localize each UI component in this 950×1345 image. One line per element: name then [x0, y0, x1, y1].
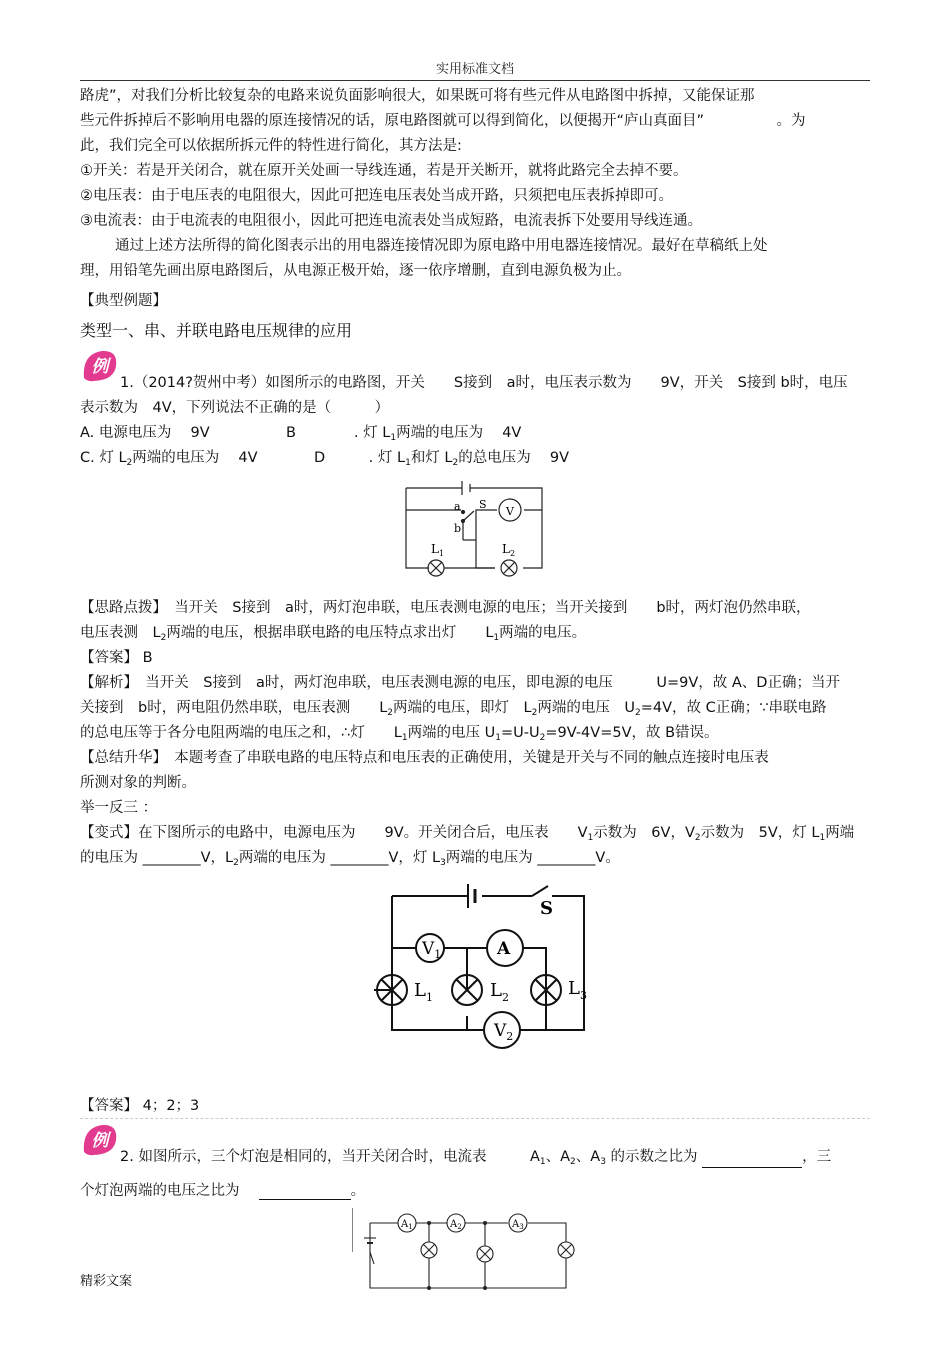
lamp-l3-label: $L_3$ [568, 978, 587, 1002]
method-voltmeter: ②电压表：由于电压表的电阻很大，因此可把连电压表处当成开路，只须把电压表拆掉即可。 [80, 188, 673, 204]
section-typical-examples: 【典型例题】 [80, 293, 167, 309]
type-one-heading: 类型一、串、并联电路电压规律的应用 [80, 321, 353, 340]
analysis-line: 【解析】 当开关 S接到 a时，两灯泡串联，电压表测电源的电压，即电源的电压 U=9V，故 A、D正确；当开 [80, 675, 840, 691]
ammeter-a1-label: $A_1$ [401, 1219, 413, 1231]
option-d: D . 灯 $L_1$和灯 $L_2$的总电压为 9V [314, 450, 569, 468]
paragraph-line: 此，我们完全可以依据所拆元件的特性进行简化，其方法是: [80, 138, 462, 154]
method-switch: ①开关：若是开关闭合，就在原开关处画一导线连通，若是开关断开，就将此路完全去掉不要。 [80, 163, 688, 179]
voltmeter-v1-label: $V_1$ [422, 939, 442, 961]
ammeter-a3-label: $A_3$ [512, 1219, 524, 1231]
paragraph-line: 理，用铅笔先画出原电路图后，从电源正极开始，逐一依序增删，直到电源负极为止。 [80, 263, 631, 279]
voltmeter-label: V [506, 505, 514, 518]
answer-1: 【答案】 B [80, 650, 153, 666]
page-footer: 精彩文案 [80, 1274, 133, 1289]
example1-question: 1.（2014?贺州中考）如图所示的电路图，开关 S接到 a时，电压表示数为 9V，开关 S接到 b时，电压 [120, 375, 848, 391]
hint-line: 【思路点拨】 当开关 S接到 a时，两灯泡串联，电压表测电源的电压；当开关接到 b时，两灯泡仍然串联， [80, 600, 811, 616]
paragraph-line: 路虎”，对我们分析比较复杂的电路来说负面影响很大，如果既可将有些元件从电路图中拆掉，又能保证那 [80, 88, 755, 104]
lamp-l1-label: $L_1$ [431, 542, 445, 558]
header-rule [80, 80, 870, 81]
option-c: C. 灯 $L_2$两端的电压为 4V [80, 450, 258, 468]
example-badge [80, 1122, 120, 1158]
lamp-l1-label: $L_1$ [414, 980, 433, 1004]
switch-label: S [479, 498, 487, 511]
circuit-diagram-3 [352, 1208, 587, 1296]
page-header: 实用标准文档 [435, 62, 514, 77]
example2-question: 2. 如图所示，三个灯泡是相同的，当开关闭合时，电流表 $A_1$、$A_2$、$A_3$ 的示数之比为 ，三 [120, 1149, 832, 1167]
circuit-diagram-2 [370, 878, 600, 1058]
lamp-l2-label: $L_2$ [502, 542, 516, 558]
hint-line: 电压表测 $L_2$两端的电压，根据串联电路的电压特点求出灯 $L_1$两端的电压。 [80, 625, 587, 643]
example1-question-cont: 表示数为 4V，下列说法不正确的是（ ） [80, 400, 390, 416]
voltmeter-v2-label: $V_2$ [494, 1021, 514, 1043]
answer-blank[interactable] [702, 1153, 802, 1168]
analysis-line: 的总电压等于各分电阻两端的电压之和，∴灯 $L_1$两端的电压 $U_1=U-U_2=9V-4V=5V$，故 B错误。 [80, 725, 719, 743]
example-badge-label: 例 [91, 1131, 109, 1151]
example-badge-label: 例 [91, 357, 109, 377]
variant-question-cont: 的电压为 ________V，$L_2$两端的电压为 ________V，灯 $L_3$两端的电压为 ________V。 [80, 850, 620, 868]
ammeter-label: A [497, 939, 511, 959]
divider [80, 1118, 870, 1119]
example2-question-cont: 个灯泡两端的电压之比为 。 [80, 1183, 366, 1199]
analysis-line: 关接到 b时，两电阻仍然串联，电压表测 $L_2$两端的电压，即灯 $L_2$两端的电压 $U_2=4V$，故 C正确；∵串联电路 [80, 700, 827, 718]
option-b: B . 灯 $L_1$两端的电压为 4V [286, 425, 522, 443]
circuit-diagram-1 [398, 478, 548, 582]
paragraph-line: 些元件拆掉后不影响用电器的原连接情况的话，原电路图就可以得到简化，以便揭开“庐山真面目” 。为 [80, 113, 806, 129]
summary-line: 所测对象的判断。 [80, 775, 196, 791]
ammeter-a2-label: $A_2$ [450, 1219, 462, 1231]
method-ammeter: ③电流表：由于电流表的电阻很小，因此可把连电流表处当成短路，电流表拆下处要用导线连通。 [80, 213, 702, 229]
variant-question: 【变式】在下图所示的电路中，电源电压为 9V。开关闭合后，电压表 $V_1$示数为 6V，$V_2$示数为 5V，灯 $L_1$两端 [80, 825, 855, 843]
option-a: A. 电源电压为 9V [80, 425, 210, 441]
paragraph-line: 通过上述方法所得的简化图表示出的用电器连接情况即为原电路中用电器连接情况。最好在草稿纸上处 [115, 238, 768, 254]
contact-b-label: b [454, 522, 462, 535]
answer-variant: 【答案】 4；2；3 [80, 1098, 200, 1114]
contact-a-label: a [454, 500, 461, 513]
answer-blank[interactable] [259, 1185, 351, 1200]
variant-title: 举一反三 ： [80, 800, 158, 816]
lamp-l2-label: $L_2$ [490, 980, 509, 1004]
switch-label: S [540, 898, 553, 919]
example-badge [80, 348, 120, 384]
summary-line: 【总结升华】 本题考查了串联电路的电压特点和电压表的正确使用，关键是开关与不同的触点连接时电压表 [80, 750, 769, 766]
